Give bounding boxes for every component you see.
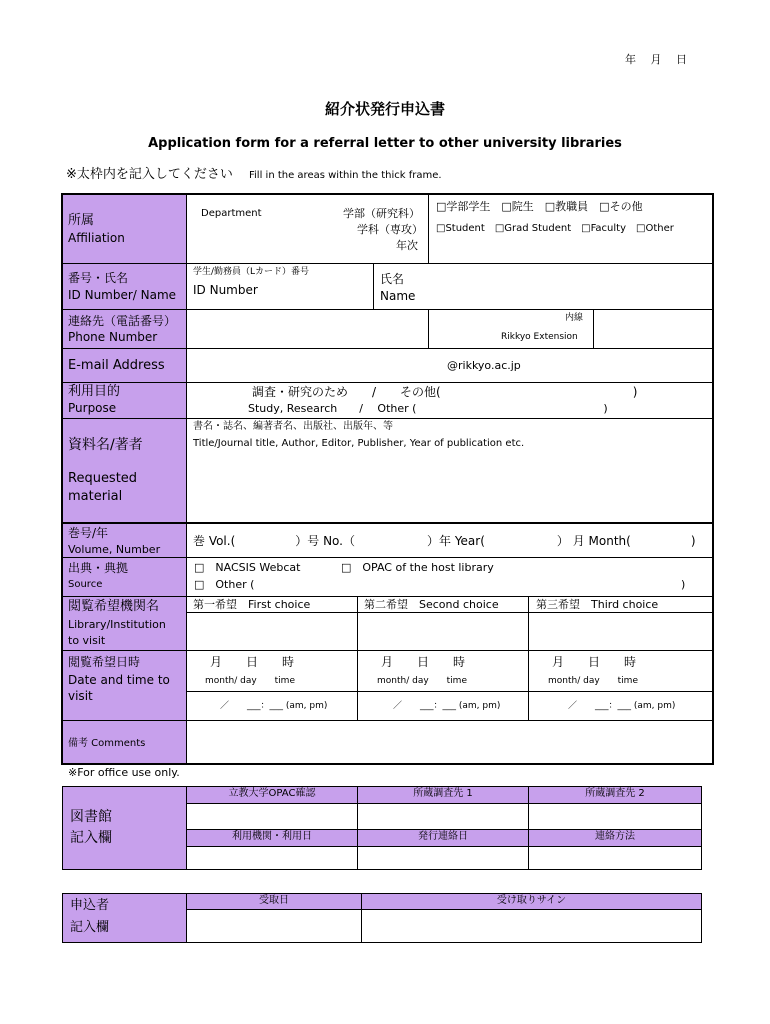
date-line: 年 月 日 [625, 53, 687, 66]
library-label-jp: 閲覧希望機関名 [68, 599, 160, 614]
status-en[interactable]: □Student □Grad Student □Faculty □Other [436, 223, 674, 234]
name-label-jp: 氏名 [380, 272, 405, 286]
source-label-jp: 出典・典拠 [68, 561, 129, 575]
material-label-en2: material [68, 489, 123, 504]
material-label-jp: 資料名/著者 [68, 437, 143, 453]
office-label-2: 記入欄 [70, 830, 112, 846]
ext-label-jp: 内線 [565, 313, 584, 323]
title-en: Application form for a referral letter to other university libraries [148, 136, 622, 151]
volume-label-jp: 巻号/年 [68, 526, 109, 540]
id-name-label-jp: 番号・氏名 [68, 271, 129, 285]
office-note: ※For office use only. [68, 766, 180, 779]
name-label-en: Name [380, 289, 416, 303]
office-h-opac: 立教大学OPAC確認 [228, 788, 316, 799]
time-slot-2[interactable]: ／ ___：___ (am, pm) [393, 701, 501, 711]
office-h-survey1: 所蔵調査先 1 [413, 788, 473, 799]
id-name-label-en: ID Number/ Name [68, 288, 177, 302]
datetime-label-en1: Date and time to [68, 673, 170, 687]
purpose-line-en[interactable]: Study, Research / Other ( ) [248, 402, 608, 415]
applicant-label-1: 申込者 [70, 898, 110, 913]
volume-label-en: Volume, Number [68, 543, 161, 556]
source-opt-opac[interactable]: □ OPAC of the host library [341, 561, 494, 574]
material-hint-jp: 書名・誌名、編著者名、出版社、出版年、等 [193, 421, 393, 432]
status-jp[interactable]: □学部学生 □院生 □教職員 □その他 [436, 200, 643, 213]
library-label-en2: to visit [68, 634, 106, 647]
source-opt-nacsis[interactable]: □ NACSIS Webcat [194, 561, 301, 574]
phone-label-jp: 連絡先（電話番号） [68, 314, 177, 328]
office-h-usage: 利用機関・利用日 [232, 831, 312, 842]
source-label-en: Source [68, 579, 103, 590]
datetime-label-jp: 閲覧希望日時 [68, 655, 141, 669]
purpose-label-jp: 利用目的 [68, 384, 121, 399]
library-label-en1: Library/Institution [68, 618, 166, 631]
md-jp-3: 月 日 時 [552, 655, 637, 669]
instruction-en: Fill in the areas within the thick frame. [249, 170, 442, 181]
material-label-en1: Requested [68, 471, 138, 486]
applicant-h-sign: 受け取りサイン [496, 895, 567, 906]
id-label-jp: 学生/勤務員（Lカード）番号 [193, 267, 310, 277]
md-en-1: month/ day time [205, 676, 295, 686]
affiliation-label-en: Affiliation [68, 231, 125, 245]
dept-label: 学科（専攻） [357, 223, 423, 236]
applicant-h-received: 受取日 [259, 895, 289, 906]
purpose-line-jp[interactable]: 調査・研究のため / その他( ) [252, 385, 638, 399]
applicant-label-2: 記入欄 [70, 920, 110, 935]
phone-label-en: Phone Number [68, 330, 158, 344]
ext-label-en: Rikkyo Extension [501, 332, 578, 342]
remarks-label: 備考 Comments [68, 738, 146, 749]
source-opt-other[interactable]: □ Other ( [194, 578, 255, 591]
title-jp: 紹介状発行申込書 [324, 100, 445, 118]
year-label: 年次 [396, 239, 418, 252]
office-h-contact: 連絡方法 [595, 831, 635, 842]
md-en-3: month/ day time [548, 676, 638, 686]
instruction-jp: ※太枠内を記入してください [66, 167, 233, 182]
choice-second: 第二希望 Second choice [364, 598, 499, 611]
office-h-survey2: 所蔵調査先 2 [585, 788, 645, 799]
choice-third: 第三希望 Third choice [536, 598, 659, 611]
purpose-label-en: Purpose [68, 401, 117, 415]
faculty-label: 学部（研究科） [343, 207, 420, 220]
email-domain: @rikkyo.ac.jp [447, 359, 521, 372]
email-label: E-mail Address [68, 358, 165, 373]
department-label: Department [201, 208, 262, 219]
datetime-label-en2: visit [68, 689, 93, 703]
affiliation-label-jp: 所属 [68, 213, 95, 228]
md-en-2: month/ day time [377, 676, 467, 686]
source-opt-other-close: ) [681, 578, 686, 591]
office-label-1: 図書館 [70, 809, 112, 825]
office-h-issue: 発行連絡日 [418, 831, 468, 842]
choice-first: 第一希望 First choice [193, 598, 311, 611]
md-jp-1: 月 日 時 [210, 655, 295, 669]
time-slot-3[interactable]: ／ ___：___ (am, pm) [568, 701, 676, 711]
volume-line[interactable]: 巻 Vol.( ）号 No.（ ）年 Year( ） 月 Month( ) [193, 534, 696, 548]
id-label-en: ID Number [193, 283, 258, 297]
time-slot-1[interactable]: ／ ___：___ (am, pm) [220, 701, 328, 711]
material-hint-en: Title/Journal title, Author, Editor, Publisher, Year of publication etc. [193, 438, 525, 449]
md-jp-2: 月 日 時 [381, 655, 466, 669]
